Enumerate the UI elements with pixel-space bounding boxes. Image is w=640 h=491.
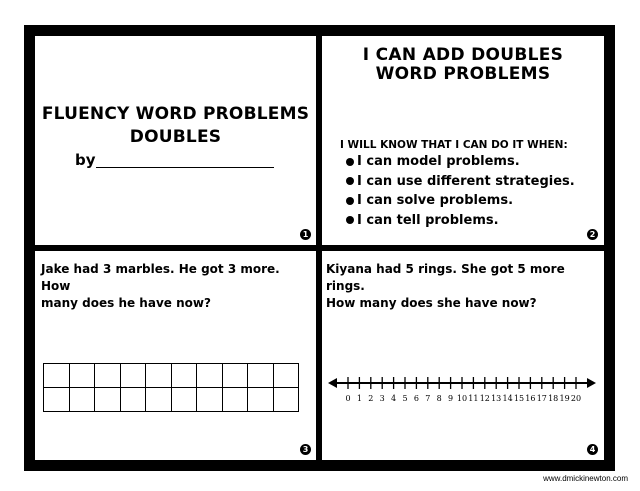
- frame-cell: [273, 364, 299, 388]
- number-line-label: 2: [368, 394, 374, 403]
- number-line-label: 13: [491, 394, 502, 403]
- frame-cell: [197, 364, 223, 388]
- title-text: [35, 103, 316, 149]
- frame-cell: [222, 364, 248, 388]
- frame-cell: [44, 364, 70, 388]
- number-line-label: 1: [356, 394, 362, 403]
- i-can-title-line-2: WORD PROBLEMS: [375, 64, 551, 84]
- number-line-label: 6: [413, 394, 419, 403]
- number-line-label: 19: [559, 394, 570, 403]
- arrow-left-icon: [328, 378, 337, 388]
- frame-cell: [248, 364, 274, 388]
- number-line: [326, 369, 598, 415]
- bullet-icon: [346, 216, 354, 224]
- problem-text: Kiyana had 5 rings. She got 5 more rings. How many does she have now?: [326, 262, 565, 310]
- number-line-label: 20: [570, 394, 582, 403]
- list-item: I can use different strategies.: [346, 172, 575, 192]
- problem-text: Jake had 3 marbles. He got 3 more. How many does he have now?: [41, 262, 280, 310]
- problem-panel-marbles: [35, 251, 316, 460]
- i-can-panel: [322, 36, 604, 245]
- frame-cell: [248, 388, 274, 412]
- frame-cell: [146, 388, 172, 412]
- number-line-label: 10: [456, 394, 468, 403]
- number-line-label: 11: [468, 394, 479, 403]
- bullet-icon: [346, 158, 354, 166]
- list-item: I can model problems.: [346, 152, 575, 172]
- panel-number-badge: 1: [300, 229, 311, 240]
- title-line-1: FLUENCY WORD PROBLEMS: [41, 104, 310, 124]
- frame-cell: [120, 388, 146, 412]
- number-line-label: 15: [513, 394, 525, 403]
- number-line-label: 3: [379, 394, 385, 403]
- bullet-icon: [346, 197, 354, 205]
- list-item: I can tell problems.: [346, 211, 575, 231]
- frame-cell: [69, 388, 95, 412]
- i-can-title: [322, 46, 604, 84]
- frame-cell: [273, 388, 299, 412]
- frame-cell: [95, 364, 121, 388]
- list-item: I can solve problems.: [346, 191, 575, 211]
- frame-cell: [171, 388, 197, 412]
- panel-number-badge: 4: [587, 444, 598, 455]
- bullet-icon: [346, 177, 354, 185]
- success-criteria-list: [346, 152, 575, 230]
- number-line-label: 14: [502, 394, 513, 403]
- number-line-label: 16: [525, 394, 536, 403]
- frame-cell: [197, 388, 223, 412]
- frame-cell: [44, 388, 70, 412]
- frame-cell: [120, 364, 146, 388]
- by-label: by: [75, 151, 96, 169]
- panel-number-badge: 2: [587, 229, 598, 240]
- title-panel: [35, 36, 316, 245]
- number-line-label: 5: [402, 394, 408, 403]
- arrow-right-icon: [587, 378, 596, 388]
- frame-cell: [222, 388, 248, 412]
- panel-number-badge: 3: [300, 444, 311, 455]
- i-can-title-line-1: I CAN ADD DOUBLES: [362, 45, 564, 65]
- number-line-label: 4: [391, 394, 397, 403]
- number-line-label: 9: [448, 394, 454, 403]
- number-line-label: 12: [479, 394, 490, 403]
- number-line-label: 7: [425, 394, 431, 403]
- double-ten-frame: [43, 363, 299, 412]
- title-line-2: DOUBLES: [129, 127, 222, 147]
- number-line-label: 8: [436, 394, 442, 403]
- number-line-label: 18: [548, 394, 559, 403]
- frame-cell: [95, 388, 121, 412]
- number-line-label: 0: [345, 394, 351, 403]
- frame-cell: [171, 364, 197, 388]
- success-criteria-heading: I WILL KNOW THAT I CAN DO IT WHEN:: [340, 139, 568, 151]
- frame-cell: [146, 364, 172, 388]
- problem-panel-rings: [322, 251, 604, 460]
- footer-url: www.dmickinewton.com: [543, 474, 628, 483]
- name-blank-line: [96, 167, 274, 168]
- frame-cell: [69, 364, 95, 388]
- number-line-label: 17: [536, 394, 547, 403]
